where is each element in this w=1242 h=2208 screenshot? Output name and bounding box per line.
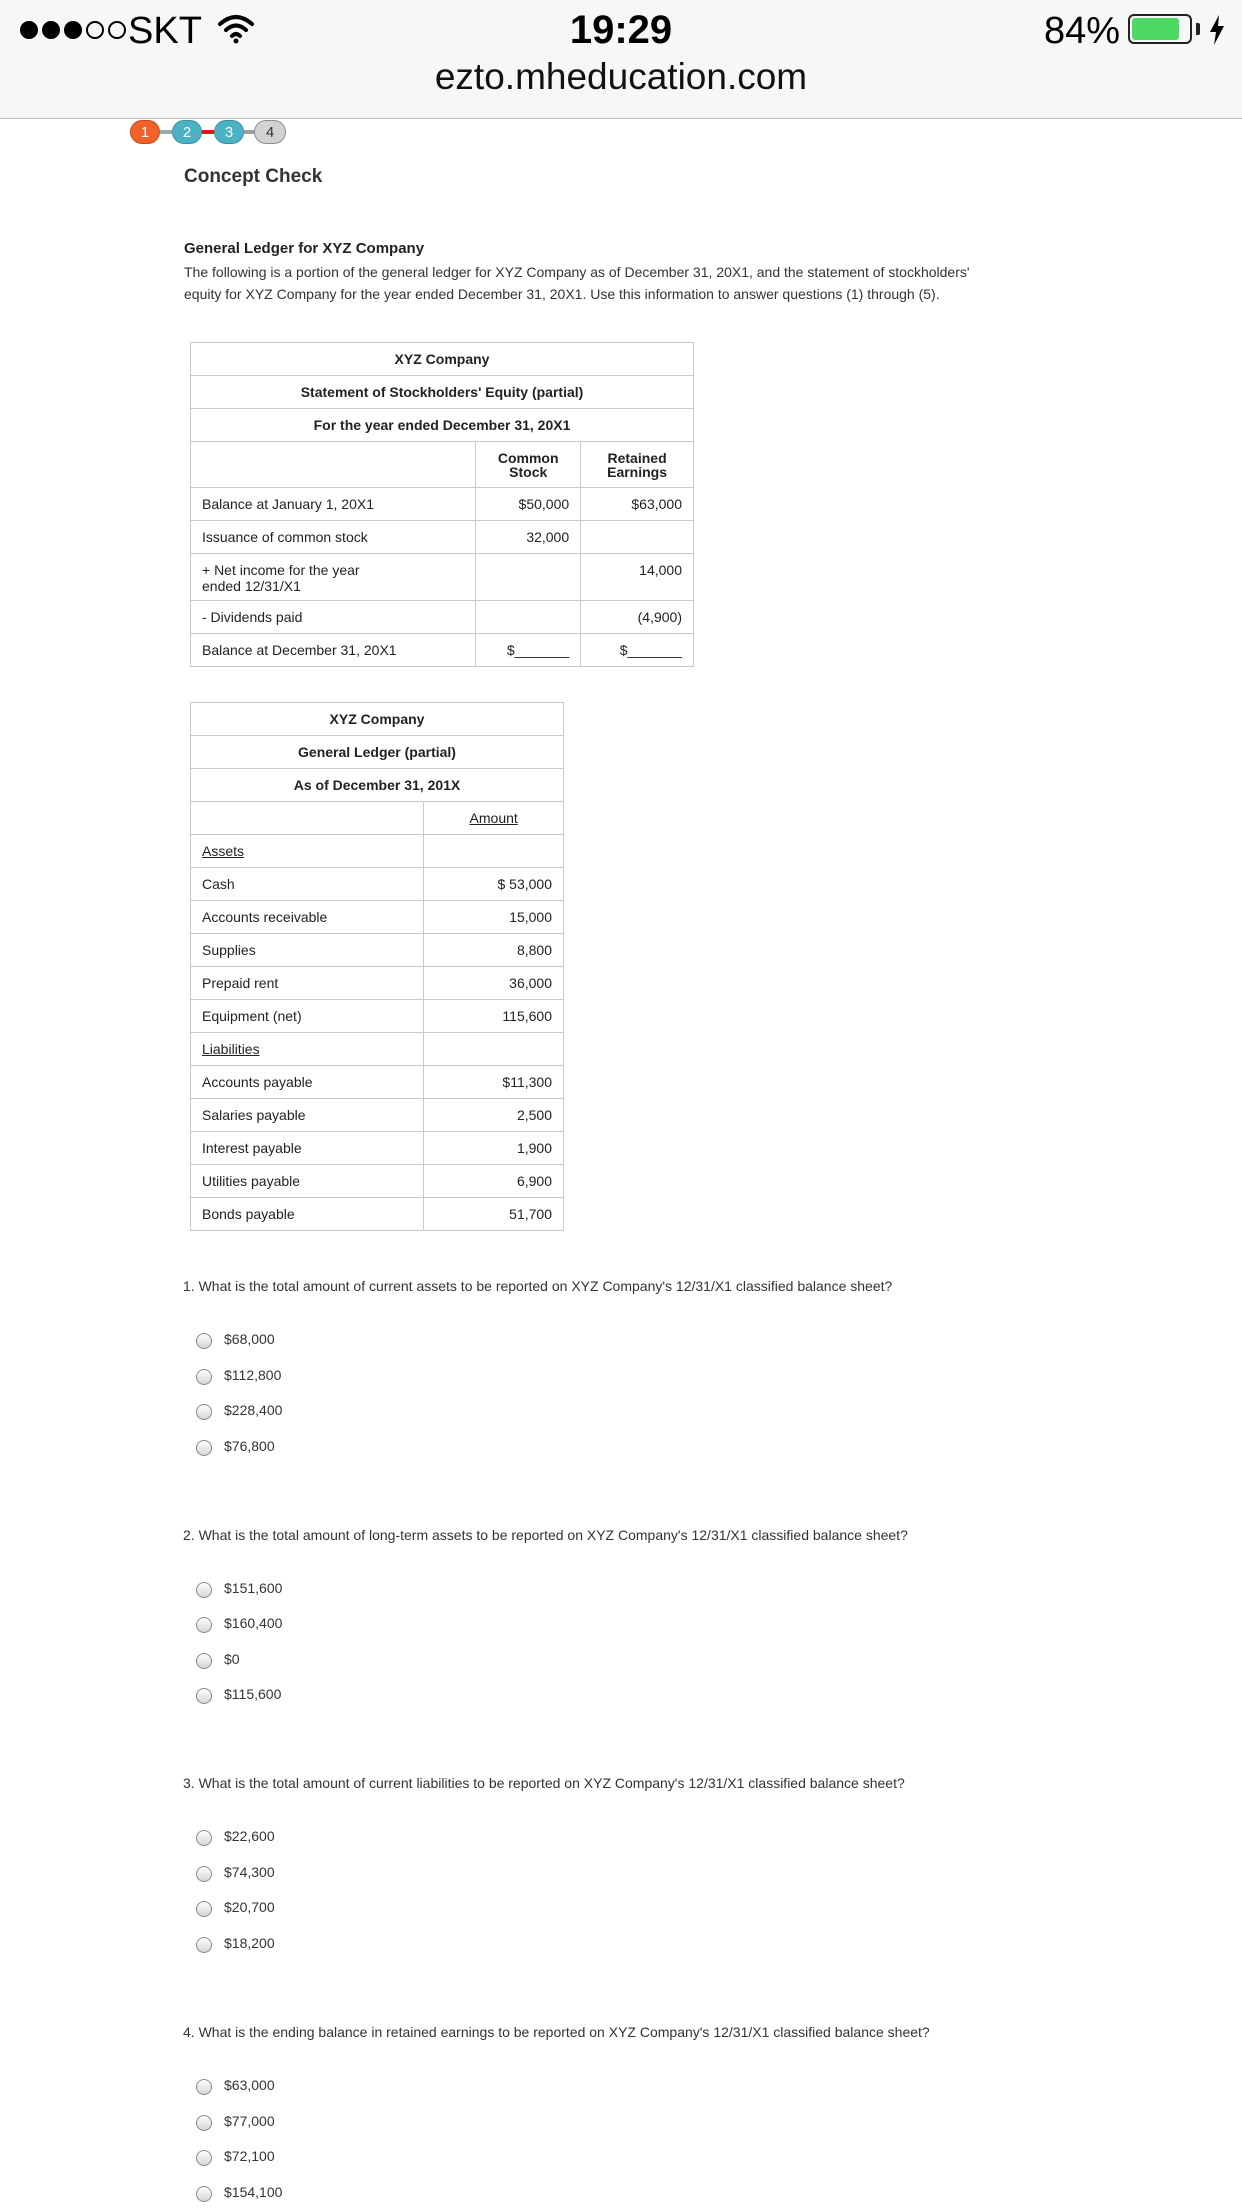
table-row [191, 1000, 564, 1033]
radio-button[interactable] [196, 1937, 212, 1953]
row-label: Supplies [191, 934, 424, 967]
amount-value: 1,900 [424, 1132, 564, 1165]
row-label: Balance at January 1, 20X1 [191, 488, 476, 521]
table-row [191, 868, 564, 901]
table-row [191, 634, 694, 667]
option-label[interactable]: $112,800 [224, 1367, 282, 1383]
table-title: XYZ Company [191, 703, 564, 736]
option-label[interactable]: $0 [224, 1651, 240, 1667]
table-row [191, 554, 694, 601]
retained-earnings-value: $_______ [581, 634, 694, 667]
row-label: Balance at December 31, 20X1 [191, 634, 476, 667]
retained-earnings-value: 14,000 [581, 554, 694, 601]
table-row [191, 901, 564, 934]
battery-percent: 84% [1044, 10, 1121, 52]
common-stock-value [476, 554, 581, 601]
radio-button[interactable] [196, 1653, 212, 1669]
radio-button[interactable] [196, 2079, 212, 2095]
table-row [191, 1099, 564, 1132]
amount-value: 15,000 [424, 901, 564, 934]
option-label[interactable]: $151,600 [224, 1580, 283, 1596]
table-row [191, 1132, 564, 1165]
amount-header-text: Amount [469, 810, 518, 826]
table-period: As of December 31, 201X [191, 769, 564, 802]
question-progress [130, 120, 300, 148]
option-label[interactable]: $74,300 [224, 1864, 275, 1880]
row-label: Salaries payable [191, 1099, 424, 1132]
table-row [191, 1198, 564, 1231]
header-line: Earnings [607, 463, 668, 480]
option-label[interactable]: $228,400 [224, 1402, 283, 1418]
common-stock-value [476, 601, 581, 634]
radio-button[interactable] [196, 1901, 212, 1917]
battery-level [1132, 18, 1179, 40]
row-label: Liabilities [202, 1041, 260, 1057]
header-line: Common [497, 449, 559, 466]
row-label: Accounts payable [191, 1066, 424, 1099]
table-period: For the year ended December 31, 20X1 [191, 409, 694, 442]
table-row [191, 488, 694, 521]
amount-value: 36,000 [424, 967, 564, 1000]
status-time: 19:29 [569, 8, 673, 52]
row-label: Equipment (net) [191, 1000, 424, 1033]
radio-button[interactable] [196, 1404, 212, 1420]
row-label: - Dividends paid [191, 601, 476, 634]
option-label[interactable]: $18,200 [224, 1935, 275, 1951]
retained-earnings-value [581, 521, 694, 554]
common-stock-value: 32,000 [476, 521, 581, 554]
column-header-retained-earnings [581, 442, 694, 488]
table-row [191, 1066, 564, 1099]
radio-button[interactable] [196, 1830, 212, 1846]
column-header-amount [424, 802, 564, 835]
charging-bolt-icon [1207, 14, 1227, 46]
carrier-name: SKT [128, 10, 202, 52]
amount-value: 8,800 [424, 934, 564, 967]
radio-button[interactable] [196, 2186, 212, 2202]
row-label: Utilities payable [191, 1165, 424, 1198]
radio-button[interactable] [196, 1333, 212, 1349]
progress-step-1[interactable]: 1 [130, 120, 160, 144]
radio-button[interactable] [196, 1440, 212, 1456]
radio-button[interactable] [196, 1369, 212, 1385]
amount-value [424, 835, 564, 868]
amount-value: $11,300 [424, 1066, 564, 1099]
row-label: Issuance of common stock [191, 521, 476, 554]
option-label[interactable]: $160,400 [224, 1615, 283, 1631]
question-1-text: 1. What is the total amount of current assets to be reported on XYZ Company's 12/31/X1 classified balance sheet? [183, 1278, 893, 1294]
table-row [191, 934, 564, 967]
amount-value: $ 53,000 [424, 868, 564, 901]
row-label: Accounts receivable [191, 901, 424, 934]
radio-button[interactable] [196, 1582, 212, 1598]
common-stock-value: $50,000 [476, 488, 581, 521]
battery-icon [1128, 14, 1192, 44]
amount-value: 51,700 [424, 1198, 564, 1231]
table-subtitle: General Ledger (partial) [191, 736, 564, 769]
table-row [191, 521, 694, 554]
section-label-liabilities [191, 1033, 424, 1066]
radio-button[interactable] [196, 1617, 212, 1633]
amount-value: 115,600 [424, 1000, 564, 1033]
status-bar [0, 0, 1242, 119]
table-row [191, 1165, 564, 1198]
option-label[interactable]: $22,600 [224, 1828, 275, 1844]
common-stock-value: $_______ [476, 634, 581, 667]
radio-button[interactable] [196, 1866, 212, 1882]
retained-earnings-value: $63,000 [581, 488, 694, 521]
option-label[interactable]: $63,000 [224, 2077, 275, 2093]
table-title: XYZ Company [191, 343, 694, 376]
radio-button[interactable] [196, 2115, 212, 2131]
option-label[interactable]: $115,600 [224, 1686, 282, 1702]
row-label: + Net income for the year ended 12/31/X1 [191, 554, 476, 601]
equity-statement-table [190, 342, 694, 667]
table-cell [191, 442, 476, 488]
option-label[interactable]: $76,800 [224, 1438, 275, 1454]
intro-title: General Ledger for XYZ Company [184, 240, 425, 257]
amount-value: 2,500 [424, 1099, 564, 1132]
row-label: Assets [202, 843, 245, 859]
row-label: Bonds payable [191, 1198, 424, 1231]
header-line: Stock [509, 463, 548, 480]
question-2-text: 2. What is the total amount of long-term assets to be reported on XYZ Company's 12/31/X1 classified balance sheet? [183, 1527, 908, 1543]
row-label: Cash [191, 868, 424, 901]
intro-text: The following is a portion of the general ledger for XYZ Company as of December 31, 20X1, and the statement of stockholders' equity for XYZ Company for the year ended December 31, 20X1. Use this information to answer questions (1) through (5). [184, 264, 970, 302]
table-subtitle: Statement of Stockholders' Equity (partial) [191, 376, 694, 409]
table-row [191, 967, 564, 1000]
table-row [191, 1033, 564, 1066]
option-label[interactable]: $72,100 [224, 2148, 275, 2164]
table-row [191, 601, 694, 634]
option-label[interactable]: $68,000 [224, 1331, 275, 1347]
section-label-assets [191, 835, 424, 868]
question-4-text: 4. What is the ending balance in retained earnings to be reported on XYZ Company's 12/31/X1 classified balance sheet? [183, 2024, 930, 2040]
option-label[interactable]: $20,700 [224, 1899, 275, 1915]
amount-value: 6,900 [424, 1165, 564, 1198]
general-ledger-table [190, 702, 564, 1231]
battery-tip [1196, 23, 1200, 35]
radio-button[interactable] [196, 2150, 212, 2166]
question-3-text: 3. What is the total amount of current liabilities to be reported on XYZ Company's 12/31/X1 classified balance sheet? [183, 1775, 905, 1791]
progress-link [202, 130, 214, 134]
amount-value [424, 1033, 564, 1066]
progress-step-3[interactable]: 3 [214, 120, 244, 144]
option-label[interactable]: $154,100 [224, 2184, 283, 2200]
row-label: Interest payable [191, 1132, 424, 1165]
retained-earnings-value: (4,900) [581, 601, 694, 634]
row-label: Prepaid rent [191, 967, 424, 1000]
header-line: Retained [607, 449, 667, 466]
table-row [191, 835, 564, 868]
column-header-common-stock [476, 442, 581, 488]
progress-link [160, 130, 172, 134]
page-title: Concept Check [184, 166, 323, 187]
progress-step-2[interactable]: 2 [172, 120, 202, 144]
radio-button[interactable] [196, 1688, 212, 1704]
progress-step-4[interactable]: 4 [254, 120, 286, 144]
table-cell [191, 802, 424, 835]
address-bar-url[interactable]: ezto.mheducation.com [434, 56, 808, 97]
option-label[interactable]: $77,000 [224, 2113, 275, 2129]
